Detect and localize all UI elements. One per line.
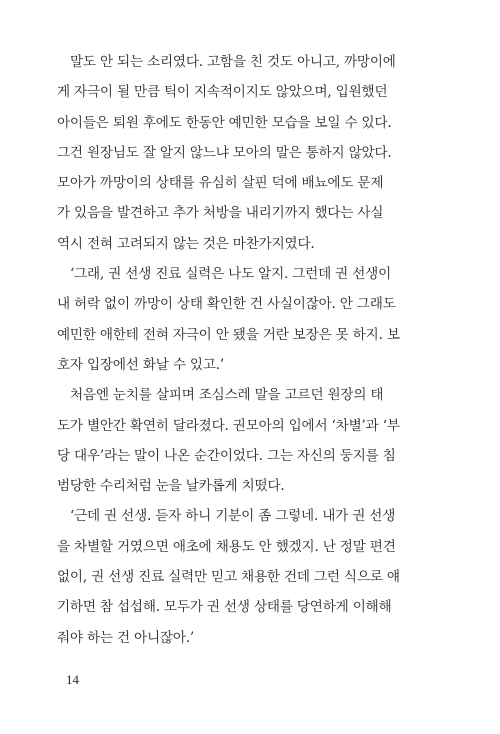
- text-line: 을 차별할 거였으면 애초에 채용도 안 했겠지. 난 정말 편견: [57, 538, 396, 555]
- text-line: 게 자극이 될 만큼 틱이 지속적이지도 않았으며, 입원했던: [57, 84, 388, 101]
- text-line: 역시 전혀 고려되지 않는 것은 마찬가지였다.: [57, 235, 315, 252]
- text-line: 기하면 참 섭섭해. 모두가 권 선생 상태를 당연하게 이해해: [57, 599, 392, 616]
- text-line: 도가 별안간 확연히 달라졌다. 권모아의 입에서 ‘차별’과 ‘부: [57, 417, 400, 434]
- text-line: 가 있음을 발견하고 추가 처방을 내리기까지 했다는 사실: [57, 205, 384, 222]
- text-line: 예민한 애한테 전혀 자극이 안 됐을 거란 보장은 못 하지. 보: [57, 326, 400, 343]
- text-line: 줘야 하는 건 아니잖아.’: [57, 629, 194, 646]
- text-line: 모아가 까망이의 상태를 유심히 살핀 덕에 배뇨에도 문제: [57, 175, 384, 192]
- text-line: 처음엔 눈치를 살피며 조심스레 말을 고르던 원장의 태: [70, 387, 384, 404]
- page-number: 14: [66, 672, 79, 687]
- text-line: ‘근데 권 선생. 듣자 하니 기분이 좀 그렇네. 내가 권 선생: [70, 508, 396, 525]
- body-text: [57, 47, 443, 653]
- text-line: 호자 입장에선 화날 수 있고.’: [57, 356, 224, 373]
- text-line: 범당한 수리처럼 눈을 날카롭게 치떴다.: [57, 478, 285, 495]
- text-line: 아이들은 퇴원 후에도 한동안 예민한 모습을 보일 수 있다.: [57, 114, 392, 131]
- text-line: ‘그래, 권 선생 진료 실력은 나도 알지. 그런데 권 선생이: [70, 266, 392, 283]
- text-line: 그건 원장님도 잘 알지 않느냐 모아의 말은 통하지 않았다.: [57, 144, 392, 161]
- text-line: 없이, 권 선생 진료 실력만 믿고 채용한 건데 그런 식으로 얘: [57, 569, 400, 586]
- text-line: 당 대우’라는 말이 나온 순간이었다. 그는 자신의 둥지를 침: [57, 447, 396, 464]
- text-line: 말도 안 되는 소리였다. 고함을 친 것도 아니고, 까망이에: [70, 54, 396, 70]
- text-line: 내 허락 없이 까망이 상태 확인한 건 사실이잖아. 안 그래도: [57, 296, 396, 313]
